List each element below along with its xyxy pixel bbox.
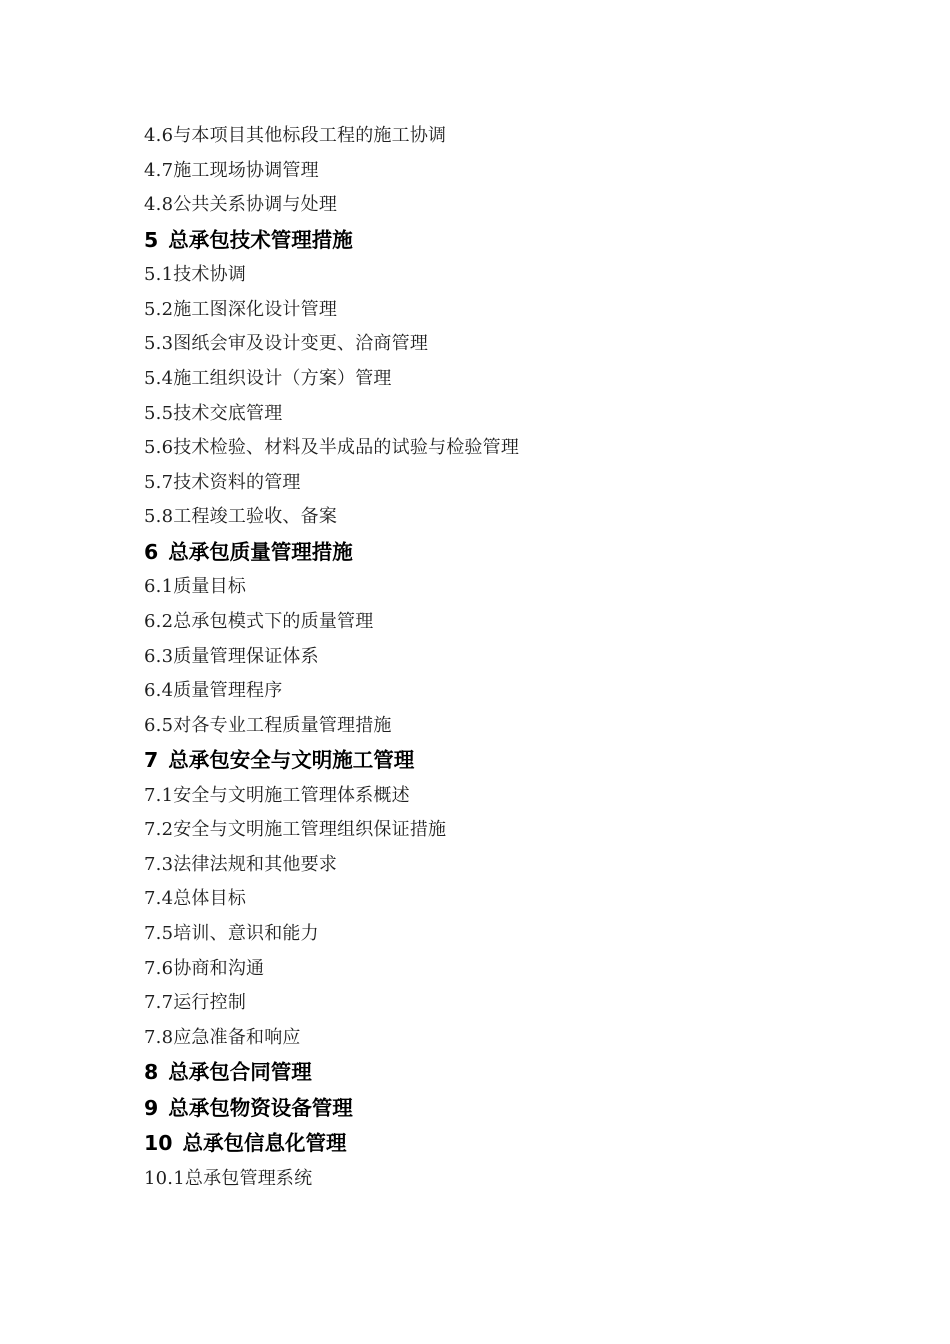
toc-number: 5.6 [144, 437, 174, 459]
toc-title: 总承包信息化管理 [182, 1131, 347, 1156]
toc-title: 总承包合同管理 [168, 1060, 312, 1085]
toc-number: 8 [144, 1060, 159, 1085]
toc-entry-5-2[interactable] [144, 293, 844, 328]
toc-title: 图纸会审及设计变更、洽商管理 [173, 333, 429, 355]
toc-number: 5.2 [144, 298, 174, 320]
toc-number: 7.4 [144, 888, 174, 910]
toc-number: 5.5 [144, 402, 174, 424]
toc-entry-5-1[interactable] [144, 258, 844, 293]
toc-title: 施工现场协调管理 [173, 159, 319, 181]
toc-number: 7.1 [144, 784, 174, 806]
toc-number: 7.7 [144, 992, 174, 1014]
toc-title: 质量管理程序 [173, 680, 283, 702]
toc-title: 技术交底管理 [173, 402, 283, 424]
toc-title: 质量管理保证体系 [173, 645, 319, 667]
toc-entry-10-1[interactable] [144, 1162, 844, 1197]
toc-title: 总承包质量管理措施 [168, 539, 353, 564]
toc-number: 5.1 [144, 264, 174, 286]
toc-entry-7-8[interactable] [144, 1021, 844, 1056]
toc-entry-4-6[interactable] [144, 119, 844, 154]
toc-number: 4.6 [144, 125, 174, 146]
toc-entry-5-8[interactable] [144, 500, 844, 535]
toc-number: 10 [144, 1131, 173, 1156]
toc-title: 总承包安全与文明施工管理 [168, 748, 415, 773]
toc-title: 技术协调 [173, 264, 247, 286]
toc-heading-5[interactable] [144, 223, 844, 258]
toc-number: 5.7 [144, 471, 174, 493]
toc-number: 5.4 [144, 367, 174, 389]
toc-title: 总承包物资设备管理 [168, 1095, 353, 1120]
toc-number: 7.3 [144, 853, 174, 875]
toc-title: 培训、意识和能力 [173, 923, 319, 945]
toc-entry-6-4[interactable] [144, 674, 844, 709]
toc-number: 6.4 [144, 680, 174, 702]
toc-title: 运行控制 [173, 992, 247, 1014]
toc-number: 5.3 [144, 333, 174, 355]
toc-entry-6-5[interactable] [144, 709, 844, 744]
toc-number: 4.7 [144, 159, 174, 181]
toc-entry-7-2[interactable] [144, 813, 844, 848]
toc-entry-7-7[interactable] [144, 986, 844, 1021]
toc-number: 7.8 [144, 1026, 174, 1048]
toc-number: 5 [144, 227, 159, 252]
toc-title: 总承包模式下的质量管理 [173, 610, 374, 632]
table-of-contents [144, 119, 844, 1196]
toc-number: 10.1 [144, 1167, 185, 1189]
toc-title: 安全与文明施工管理体系概述 [173, 784, 410, 806]
toc-number: 7.2 [144, 819, 174, 841]
toc-entry-5-4[interactable] [144, 362, 844, 397]
toc-title: 技术检验、材料及半成品的试验与检验管理 [173, 437, 520, 459]
toc-entry-6-2[interactable] [144, 605, 844, 640]
toc-title: 质量目标 [173, 576, 247, 598]
toc-number: 6.3 [144, 645, 174, 667]
toc-number: 5.8 [144, 506, 174, 528]
toc-number: 9 [144, 1095, 159, 1120]
toc-number: 6 [144, 539, 159, 564]
toc-title: 技术资料的管理 [173, 471, 301, 493]
toc-entry-4-8[interactable] [144, 188, 844, 223]
toc-number: 4.8 [144, 194, 174, 216]
toc-entry-7-5[interactable] [144, 917, 844, 952]
toc-title: 施工组织设计（方案）管理 [173, 367, 392, 389]
toc-title: 施工图深化设计管理 [173, 298, 338, 320]
toc-title: 总承包管理系统 [184, 1167, 313, 1189]
toc-entry-7-1[interactable] [144, 779, 844, 814]
toc-entry-5-3[interactable] [144, 327, 844, 362]
toc-heading-9[interactable] [144, 1091, 844, 1126]
toc-entry-6-3[interactable] [144, 640, 844, 675]
toc-number: 6.5 [144, 714, 174, 736]
toc-number: 7 [144, 748, 159, 773]
toc-number: 7.6 [144, 957, 174, 979]
toc-title: 总体目标 [173, 888, 247, 910]
toc-heading-6[interactable] [144, 535, 844, 570]
toc-title: 协商和沟通 [173, 957, 265, 979]
toc-number: 6.2 [144, 610, 174, 632]
toc-title: 安全与文明施工管理组织保证措施 [173, 819, 447, 841]
toc-entry-5-6[interactable] [144, 431, 844, 466]
toc-number: 7.5 [144, 923, 174, 945]
toc-title: 对各专业工程质量管理措施 [173, 714, 392, 736]
toc-title: 公共关系协调与处理 [173, 194, 338, 216]
toc-entry-7-3[interactable] [144, 848, 844, 883]
toc-entry-6-1[interactable] [144, 570, 844, 605]
toc-title: 与本项目其他标段工程的施工协调 [173, 125, 447, 146]
toc-title: 法律法规和其他要求 [173, 853, 338, 875]
toc-heading-10[interactable] [144, 1126, 844, 1161]
toc-entry-5-7[interactable] [144, 466, 844, 501]
toc-entry-5-5[interactable] [144, 397, 844, 432]
toc-heading-8[interactable] [144, 1055, 844, 1090]
toc-entry-4-7[interactable] [144, 154, 844, 189]
toc-title: 工程竣工验收、备案 [173, 506, 338, 528]
toc-heading-7[interactable] [144, 743, 844, 778]
toc-entry-7-6[interactable] [144, 952, 844, 987]
toc-number: 6.1 [144, 576, 174, 598]
toc-title: 应急准备和响应 [173, 1026, 301, 1048]
toc-entry-7-4[interactable] [144, 882, 844, 917]
toc-title: 总承包技术管理措施 [168, 227, 353, 252]
